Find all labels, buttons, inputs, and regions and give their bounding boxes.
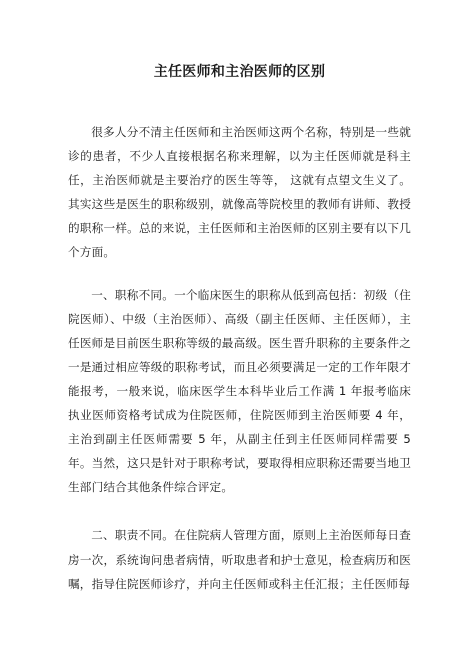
paragraph-intro: 很多人分不清主任医师和主治医师这两个名称，特别是一些就诊的患者，不少人直接根据名称来理解，以为主任医师就是科主任，主治医师就是主要治疗的医生等等， 这就有点望文生义了。其实这些是医生的职称级别，就像高等院校里的教师有讲师、教授的职称一样。总的来说，主任医师和主治医师的区别主要有以下几个方面。 bbox=[68, 125, 411, 260]
paragraph-duty-difference: 二、职责不同。在住院病人管理方面，原则上主治医师每日查房一次，系统询问患者病情，听取患者和护士意见，检查病历和医嘱，指导住院医师诊疗，并向主任医师或科主任汇报；主任医师每 bbox=[68, 528, 411, 591]
document-title: 主任医师和主治医师的区别 bbox=[153, 64, 326, 80]
paragraph-title-difference: 一、职称不同。一个临床医生的职称从低到高包括：初级（住院医师）、中级（主治医师）、高级（副主任医师、主任医师），主任医师是目前医生职称等级的最高级。医生晋升职称的主要条件之一是通过相应等级的职称考试，而且必须要满足一定的工作年限才能报考，一般来说，临床医学生本科毕业后工作满 1 年报考临床执业医师资格考试成为住院医师，住院医师到主治医师要 4 年，主治到副主任医师需要 5 年，从副主任到主任医师同样需要 5 年。当然，这只是针对于职称考试，要取得相应职称还需要当地卫生部门结合其他条件综合评定。 bbox=[68, 287, 411, 495]
